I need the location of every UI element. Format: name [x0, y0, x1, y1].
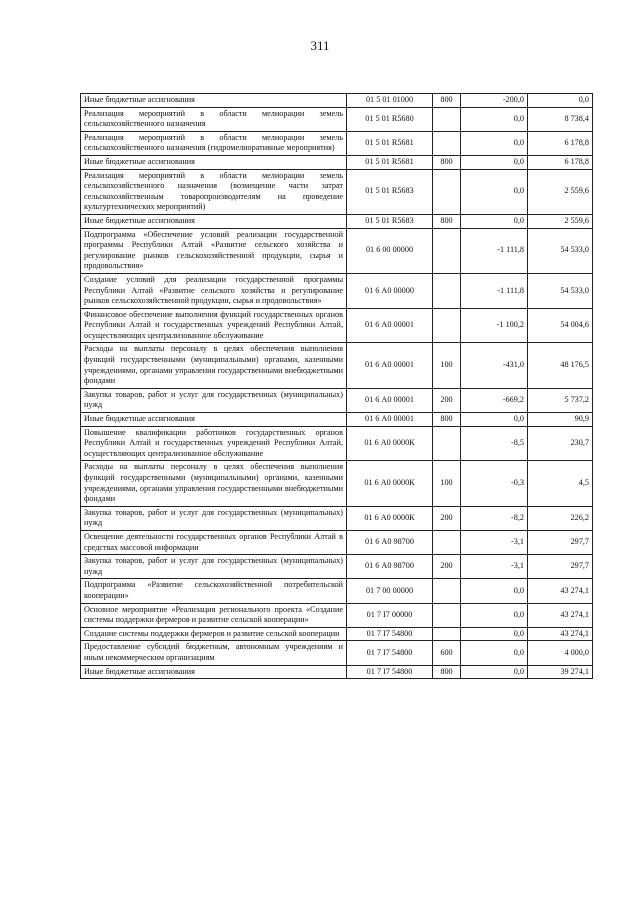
expenditure-name-cell: Создание условий для реализации государственной программы Республики Алтай «Развитие сельского хозяйства и регулирование рынков сельскохозяйственной продукции, сырья и продовольствия»: [81, 273, 347, 308]
change-amount-cell: -1 111,8: [461, 273, 528, 308]
total-amount-cell: 43 274,1: [528, 603, 593, 627]
budget-code-cell: 01 6 А0 98700: [347, 530, 433, 554]
change-amount-cell: 0,0: [461, 627, 528, 641]
expenditure-name-cell: Иные бюджетные ассигнования: [81, 665, 347, 679]
change-amount-cell: 0,0: [461, 214, 528, 228]
expense-type-cell: 200: [433, 506, 461, 530]
table-row: [81, 155, 593, 169]
change-amount-cell: -0,3: [461, 461, 528, 506]
table-row: [81, 308, 593, 343]
expenditure-name-cell: Иные бюджетные ассигнования: [81, 94, 347, 108]
budget-code-cell: 01 5 01 R5680: [347, 107, 433, 131]
table-row: [81, 169, 593, 214]
expenditure-name-cell: Закупка товаров, работ и услуг для государственных (муниципальных) нужд: [81, 555, 347, 579]
change-amount-cell: 0,0: [461, 169, 528, 214]
total-amount-cell: 8 738,4: [528, 107, 593, 131]
expenditure-name-cell: Реализация мероприятий в области мелиорации земель сельскохозяйственного назначения (возмещение части затрат сельскохозяйственным товаропроизводителям на проведение культуртехнических мероприятий): [81, 169, 347, 214]
total-amount-cell: 2 559,6: [528, 169, 593, 214]
expenditure-name-cell: Расходы на выплаты персоналу в целях обеспечения выполнения функций государственными (муниципальными) органами, казенными учреждениями, органами управления государственными внебюджетными фондами: [81, 343, 347, 388]
change-amount-cell: 0,0: [461, 155, 528, 169]
expense-type-cell: [433, 107, 461, 131]
page-number: 311: [310, 38, 330, 53]
table-row: [81, 579, 593, 603]
budget-code-cell: 01 5 01 R5681: [347, 155, 433, 169]
expenditure-name-cell: Иные бюджетные ассигнования: [81, 214, 347, 228]
expense-type-cell: 800: [433, 214, 461, 228]
expense-type-cell: 200: [433, 555, 461, 579]
budget-code-cell: 01 6 А0 00001: [347, 343, 433, 388]
table-row: [81, 555, 593, 579]
expense-type-cell: [433, 426, 461, 461]
change-amount-cell: -669,2: [461, 388, 528, 412]
total-amount-cell: 43 274,1: [528, 627, 593, 641]
total-amount-cell: 4 000,0: [528, 641, 593, 665]
expense-type-cell: 100: [433, 461, 461, 506]
budget-code-cell: 01 6 00 00000: [347, 228, 433, 273]
table-row: [81, 641, 593, 665]
expenditure-name-cell: Подпрограмма «Обеспечение условий реализации государственной программы Республики Алтай «Развитие сельского хозяйства и регулирование рынков сельскохозяйственной продукции, сырья и продовольствия»: [81, 228, 347, 273]
change-amount-cell: 0,0: [461, 413, 528, 427]
change-amount-cell: 0,0: [461, 603, 528, 627]
table-row: [81, 665, 593, 679]
change-amount-cell: -8,2: [461, 506, 528, 530]
expenditure-name-cell: Реализация мероприятий в области мелиорации земель сельскохозяйственного назначения (гидромелиоративные мероприятия): [81, 131, 347, 155]
expenditure-name-cell: Закупка товаров, работ и услуг для государственных (муниципальных) нужд: [81, 388, 347, 412]
table-row: [81, 530, 593, 554]
expenditure-name-cell: Подпрограмма «Развитие сельскохозяйственной потребительской кооперации»: [81, 579, 347, 603]
total-amount-cell: 6 178,8: [528, 155, 593, 169]
table-row: [81, 343, 593, 388]
table-row: [81, 273, 593, 308]
budget-code-cell: 01 6 А0 0000К: [347, 426, 433, 461]
expense-type-cell: 800: [433, 665, 461, 679]
expense-type-cell: [433, 603, 461, 627]
expense-type-cell: [433, 131, 461, 155]
expenditure-name-cell: Предоставление субсидий бюджетным, автономным учреждениям и иным некоммерческим организациям: [81, 641, 347, 665]
table-row: [81, 627, 593, 641]
expenditure-name-cell: Освещение деятельности государственных органов Республики Алтай в средствах массовой информации: [81, 530, 347, 554]
expense-type-cell: 800: [433, 155, 461, 169]
expense-type-cell: [433, 579, 461, 603]
expenditure-name-cell: Иные бюджетные ассигнования: [81, 155, 347, 169]
budget-code-cell: 01 7 I7 54800: [347, 665, 433, 679]
table-row: [81, 94, 593, 108]
change-amount-cell: -431,0: [461, 343, 528, 388]
total-amount-cell: 43 274,1: [528, 579, 593, 603]
budget-code-cell: 01 5 01 R5683: [347, 169, 433, 214]
change-amount-cell: 0,0: [461, 107, 528, 131]
expense-type-cell: [433, 169, 461, 214]
table-row: [81, 413, 593, 427]
expense-type-cell: [433, 228, 461, 273]
table-row: [81, 131, 593, 155]
expenditure-name-cell: Расходы на выплаты персоналу в целях обеспечения выполнения функций государственными (муниципальными) органами, казенными учреждениями, органами управления государственными внебюджетными фондами: [81, 461, 347, 506]
total-amount-cell: 297,7: [528, 555, 593, 579]
table-row: [81, 426, 593, 461]
total-amount-cell: 0,0: [528, 94, 593, 108]
total-amount-cell: 5 737,2: [528, 388, 593, 412]
budget-code-cell: 01 5 01 01000: [347, 94, 433, 108]
table-row: [81, 228, 593, 273]
table-row: [81, 603, 593, 627]
budget-code-cell: 01 5 01 R5681: [347, 131, 433, 155]
expense-type-cell: [433, 627, 461, 641]
budget-code-cell: 01 6 А0 00001: [347, 388, 433, 412]
table-row: [81, 506, 593, 530]
budget-code-cell: 01 6 А0 0000К: [347, 506, 433, 530]
expense-type-cell: 100: [433, 343, 461, 388]
total-amount-cell: 226,2: [528, 506, 593, 530]
change-amount-cell: -1 100,2: [461, 308, 528, 343]
expenditure-name-cell: Реализация мероприятий в области мелиорации земель сельскохозяйственного назначения: [81, 107, 347, 131]
expense-type-cell: 800: [433, 413, 461, 427]
change-amount-cell: -3,1: [461, 530, 528, 554]
expenditure-name-cell: Основное мероприятие «Реализация регионального проекта «Создание системы поддержки фермеров и развитие сельской кооперации»: [81, 603, 347, 627]
budget-code-cell: 01 7 I7 54800: [347, 641, 433, 665]
change-amount-cell: -3,1: [461, 555, 528, 579]
change-amount-cell: -8,5: [461, 426, 528, 461]
table-row: [81, 107, 593, 131]
budget-code-cell: 01 6 А0 0000К: [347, 461, 433, 506]
total-amount-cell: 230,7: [528, 426, 593, 461]
expense-type-cell: [433, 273, 461, 308]
total-amount-cell: 48 176,5: [528, 343, 593, 388]
budget-code-cell: 01 6 А0 00001: [347, 413, 433, 427]
table-row: [81, 461, 593, 506]
expenditure-name-cell: Иные бюджетные ассигнования: [81, 413, 347, 427]
total-amount-cell: 6 178,8: [528, 131, 593, 155]
total-amount-cell: 39 274,1: [528, 665, 593, 679]
table-row: [81, 214, 593, 228]
budget-code-cell: 01 6 А0 00000: [347, 273, 433, 308]
budget-table-body: [81, 94, 593, 679]
table-row: [81, 388, 593, 412]
budget-code-cell: 01 7 00 00000: [347, 579, 433, 603]
change-amount-cell: 0,0: [461, 131, 528, 155]
change-amount-cell: -200,0: [461, 94, 528, 108]
change-amount-cell: 0,0: [461, 641, 528, 665]
total-amount-cell: 297,7: [528, 530, 593, 554]
expense-type-cell: 600: [433, 641, 461, 665]
budget-code-cell: 01 6 А0 00001: [347, 308, 433, 343]
total-amount-cell: 2 559,6: [528, 214, 593, 228]
budget-code-cell: 01 7 I7 54800: [347, 627, 433, 641]
change-amount-cell: 0,0: [461, 665, 528, 679]
budget-code-cell: 01 6 А0 98700: [347, 555, 433, 579]
total-amount-cell: 4,5: [528, 461, 593, 506]
expenditure-name-cell: Создание системы поддержки фермеров и развитие сельской кооперации: [81, 627, 347, 641]
total-amount-cell: 54 004,6: [528, 308, 593, 343]
change-amount-cell: 0,0: [461, 579, 528, 603]
expense-type-cell: [433, 530, 461, 554]
budget-table: [80, 93, 593, 679]
expenditure-name-cell: Закупка товаров, работ и услуг для государственных (муниципальных) нужд: [81, 506, 347, 530]
expenditure-name-cell: Повышение квалификации работников государственных органов Республики Алтай и государственных учреждений Республики Алтай, осуществляющих централизованное обслуживание: [81, 426, 347, 461]
expenditure-name-cell: Финансовое обеспечение выполнения функций государственных органов Республики Алтай и государственных учреждений Республики Алтай, осуществляющих централизованное обслуживание: [81, 308, 347, 343]
change-amount-cell: -1 111,8: [461, 228, 528, 273]
total-amount-cell: 54 533,0: [528, 228, 593, 273]
total-amount-cell: 90,9: [528, 413, 593, 427]
expense-type-cell: 200: [433, 388, 461, 412]
expense-type-cell: [433, 308, 461, 343]
budget-code-cell: 01 7 I7 00000: [347, 603, 433, 627]
budget-code-cell: 01 5 01 R5683: [347, 214, 433, 228]
expense-type-cell: 800: [433, 94, 461, 108]
total-amount-cell: 54 533,0: [528, 273, 593, 308]
